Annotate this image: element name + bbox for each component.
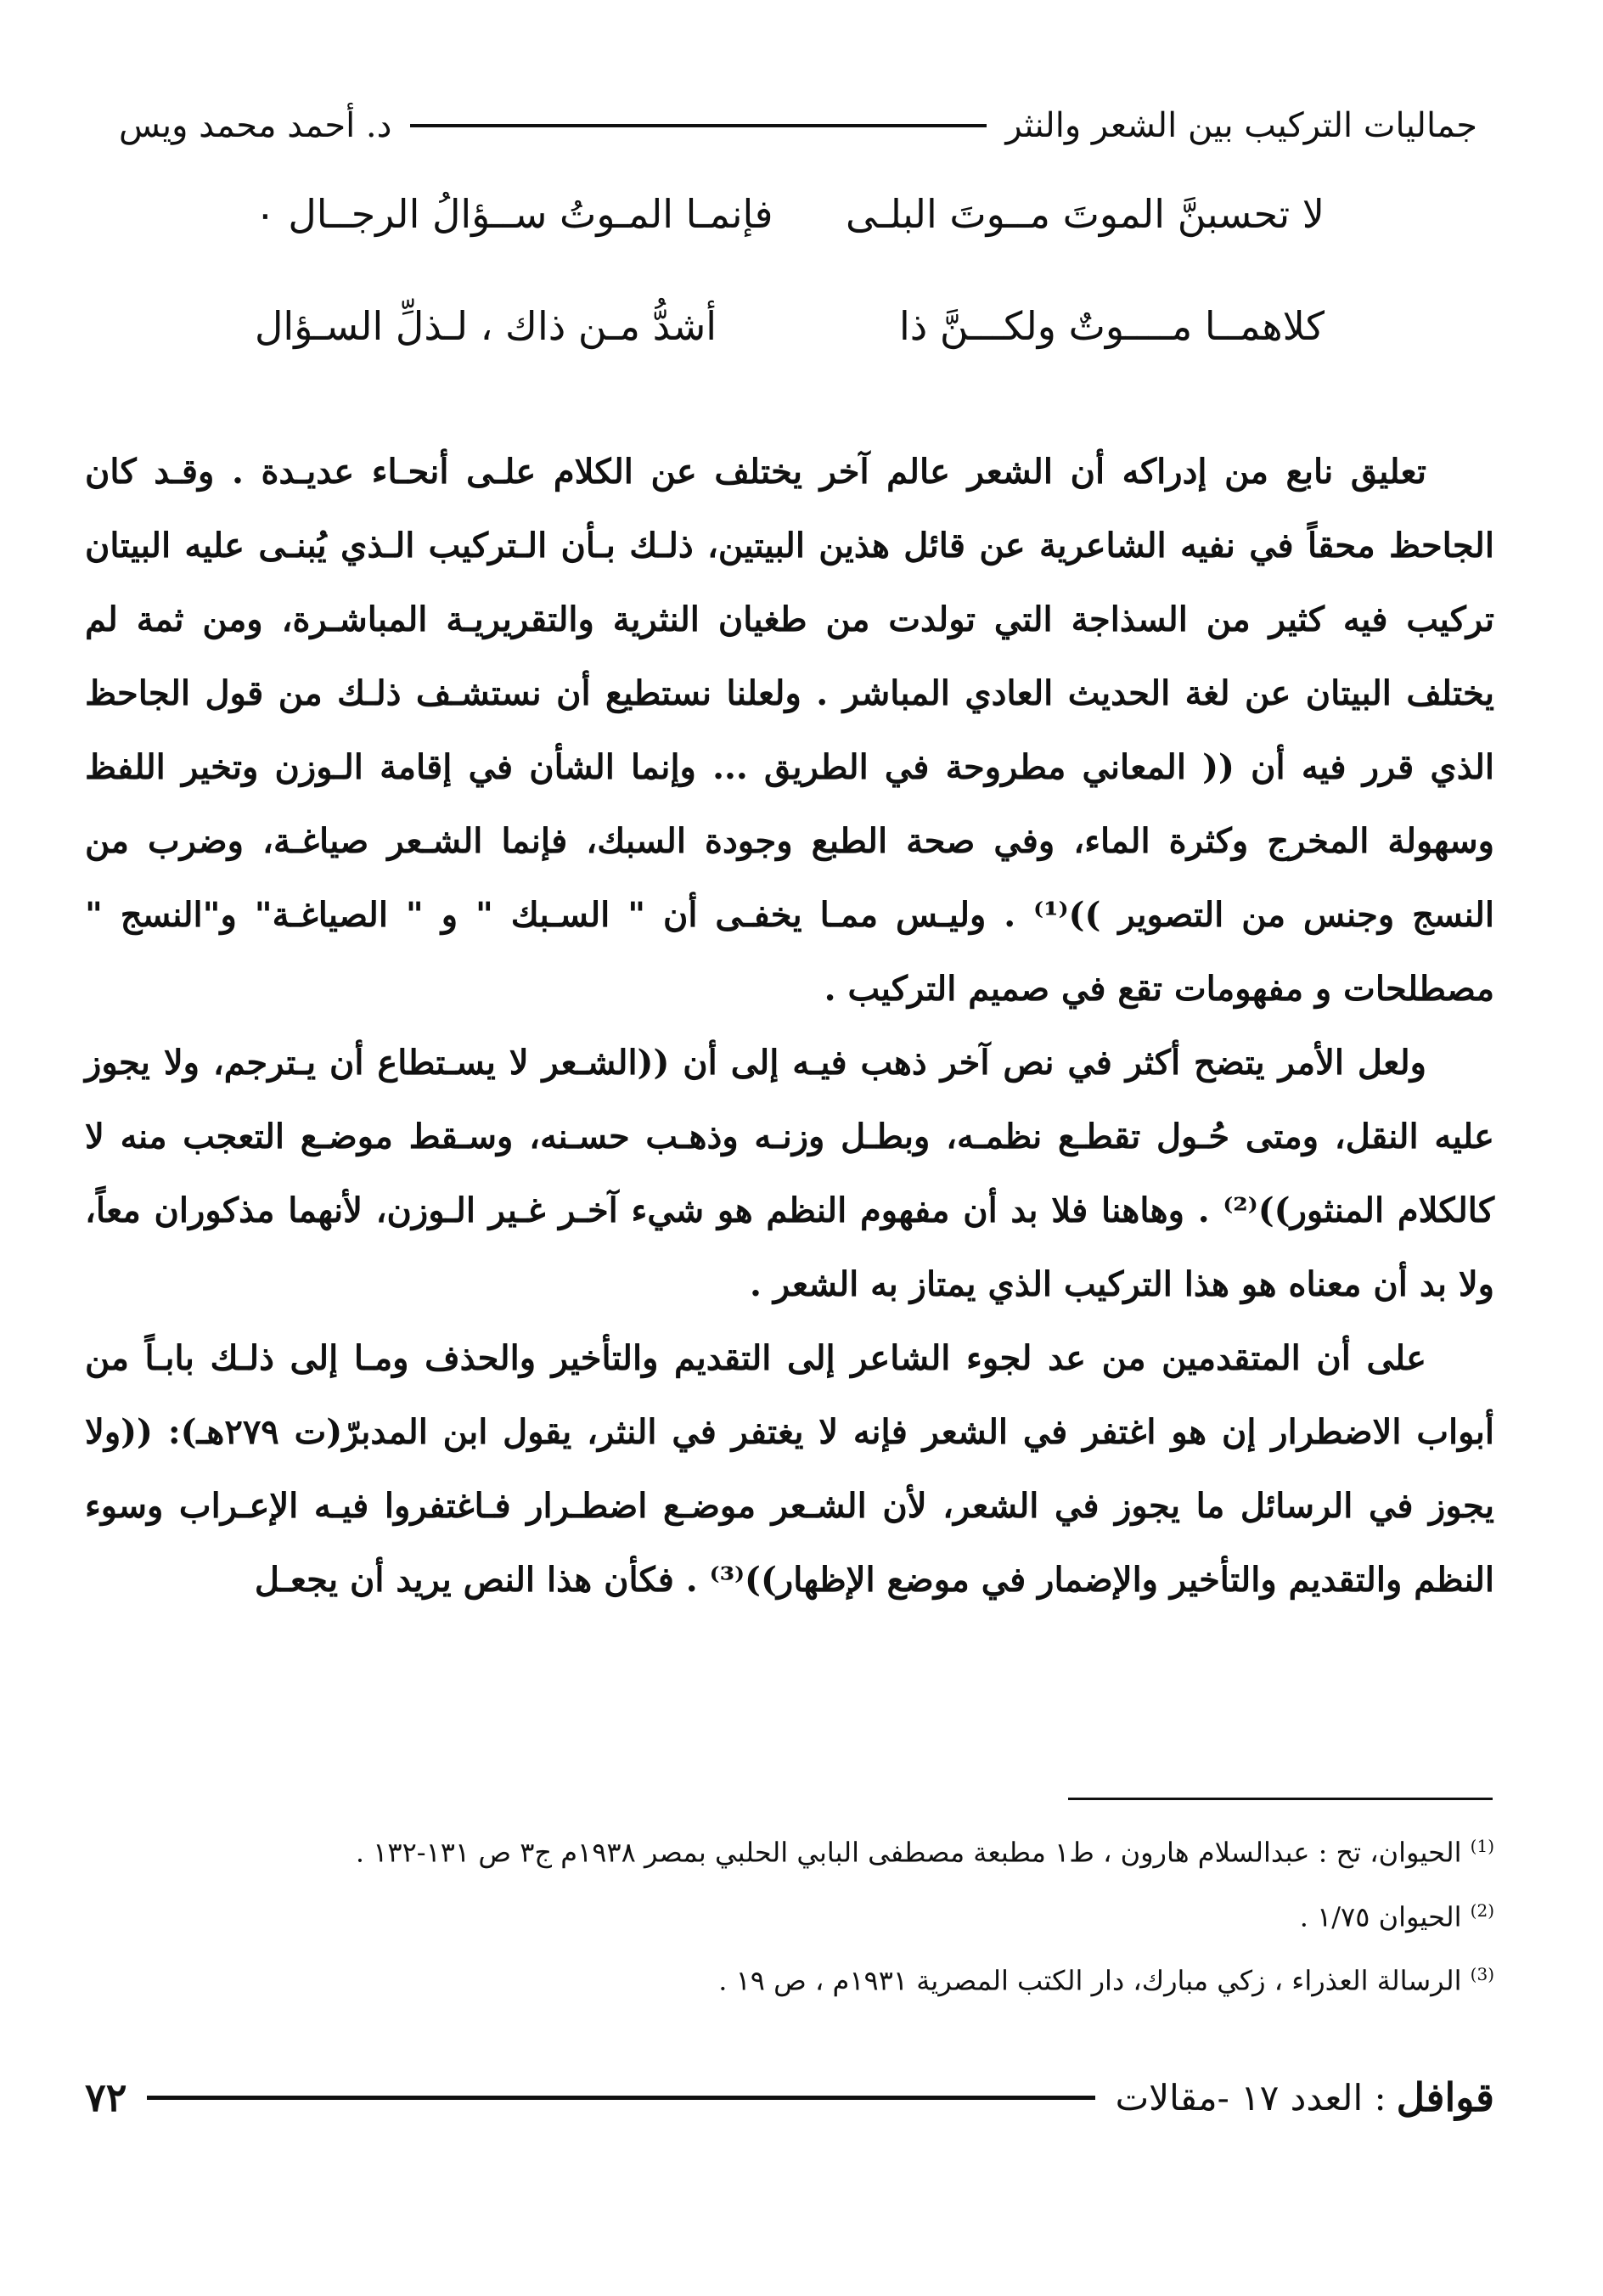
footer-rule [147, 2096, 1094, 2100]
footnote [204, 1882, 1494, 1946]
footnote-text: الحيوان، تح : عبدالسلام هارون ، ط١ مطبعة مصطفى البابي الحلبي بمصر ١٩٣٨م ج٣ ص ١٣١-١٣٢ . [355, 1836, 1462, 1869]
running-header [119, 100, 1477, 151]
verse-second-hemistich: فإنمـا المـوتُ ســؤالُ الرجــال ٠ [255, 191, 773, 237]
footnote-separator [1068, 1798, 1493, 1800]
verse-first-hemistich: كلاهمــا مــــوتٌ ولكـــنَّ ذا [899, 303, 1325, 349]
page-footer [85, 2070, 1494, 2124]
verses [255, 191, 1325, 415]
page-number: ٧٢ [85, 2074, 127, 2120]
footnote-text: الحيوان ١/٧٥ . [1299, 1900, 1462, 1933]
verse-row [255, 191, 1325, 242]
footnote-text: الرسالة العذراء ، زكي مبارك، دار الكتب المصرية ١٩٣١م ، ص ١٩ . [718, 1964, 1462, 1997]
issue-label: : العدد ١٧ -مقالات [1115, 2076, 1386, 2119]
footnote [204, 1945, 1494, 2010]
footnote [204, 1817, 1494, 1882]
footnotes [204, 1817, 1494, 2010]
paragraph: تعليق نابع من إدراكه أن الشعر عالم آخر يختلف عن الكلام علـى أنحـاء عديـدة . وقـد كان الجاحظ محقاً في نفيه الشاعرية عن قائل هذين البيتين، ذلـك بـأن الـتركيب الـذي يُبنـى عليه البيتان تركيب فيه كثير من السذاجة التي تولدت من طغيان النثرية والتقريريـة المباشـرة، ومن ثمة لم يختلف البيتان عن لغة الحديث العادي المباشر . ولعلنا نستطيع أن نستشـف ذلـك من قول الجاحظ الذي قرر فيه أن (( المعاني مطروحة في الطريق ... وإنما الشأن في إقامة الـوزن وتخير اللفظ وسهولة المخرج وكثرة الماء، وفي صحة الطبع وجودة السبك، فإنما الشـعر صياغـة، وضرب من النسج وجنس من التصوير ))⁽¹⁾ . وليـس ممـا يخفـى أن " السـبك " و " الصياغـة" و"النسج " مصطلحات و مفهومات تقع في صميم التركيب . [85, 452, 1494, 1009]
verse-row [255, 303, 1325, 354]
journal-name: قوافل [1396, 2074, 1494, 2120]
header-title: جماليات التركيب بين الشعر والنثر [1005, 106, 1477, 145]
footnote-mark: (1) [1470, 1836, 1494, 1856]
footnote-mark: (2) [1470, 1899, 1494, 1921]
verse-first-hemistich: لا تحسبنَّ الموتَ مــوتَ البلـى [846, 191, 1325, 237]
verse-second-hemistich: أشدُّ مـن ذاك ، لـذلِّ السـؤال [255, 303, 717, 349]
body-text [85, 435, 1494, 1617]
paragraph: ولعل الأمر يتضح أكثر في نص آخر ذهب فيـه إلى أن ((الشـعر لا يسـتطاع أن يـترجم، ولا يجوز عليه النقل، ومتى حُـول تقطـع نظمـه، وبطـل وزنـه وذهـب حسـنه، وسـقط موضـع التعجب منه لا كالكلام المنثور))⁽²⁾ . وهاهنا فلا بد أن مفهوم النظم هو شيء آخـر غـير الـوزن، لأنهما مذكوران معاً، ولا بد أن معناه هو هذا التركيب الذي يمتاز به الشعر . [85, 1043, 1494, 1304]
paragraph: على أن المتقدمين من عد لجوء الشاعر إلى التقديم والتأخير والحذف ومـا إلى ذلـك بابـاً من أبواب الاضطرار إن هو اغتفر في الشعر فإنه لا يغتفر في النثر، يقول ابن المدبرّ(ت ٢٧٩هـ): ((ولا يجوز في الرسائل ما يجوز في الشعر، لأن الشـعر موضـع اضطـرار فـاغتفروا فيـه الإعـراب وسوء النظم والتقديم والتأخير والإضمار في موضع الإظهار))⁽³⁾ . فكأن هذا النص يريد أن يجعـل [85, 1338, 1494, 1600]
header-rule [410, 124, 987, 127]
header-author: د. أحمد محمد ويس [119, 106, 392, 145]
footnote-mark: (3) [1470, 1964, 1494, 1985]
